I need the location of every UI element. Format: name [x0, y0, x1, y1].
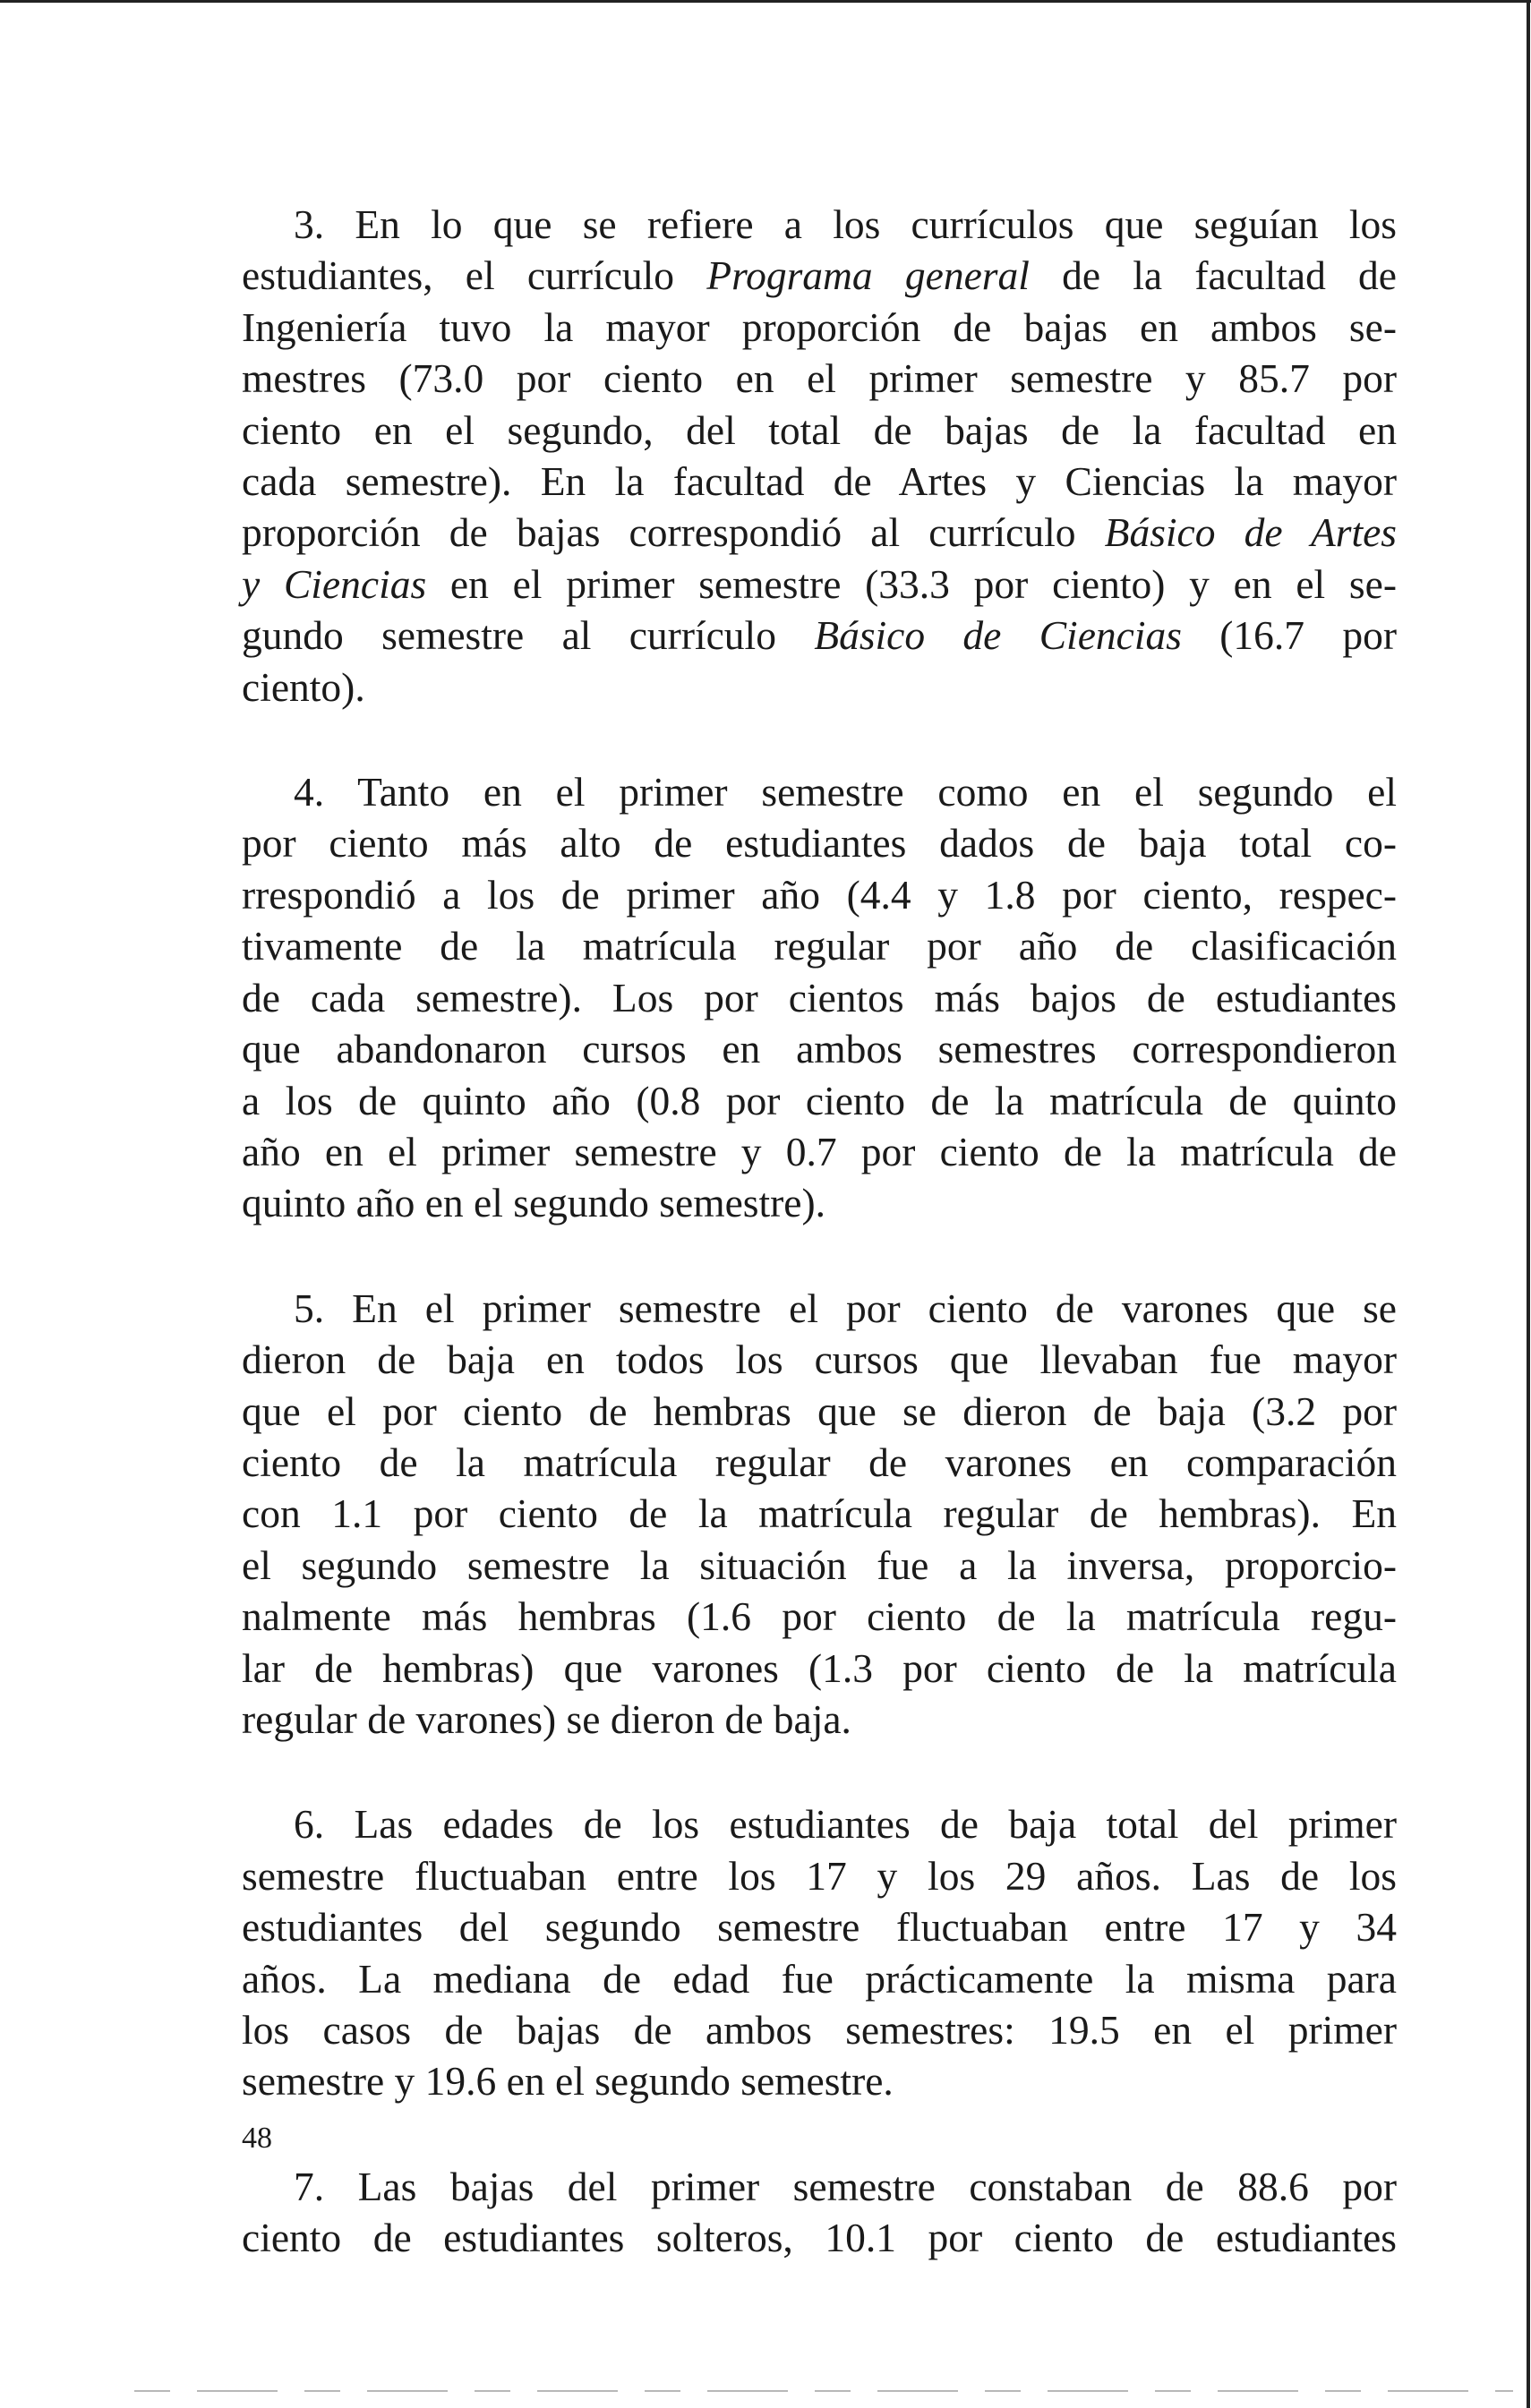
text-line	[242, 559, 1397, 610]
text-line	[242, 2004, 1397, 2055]
text-line	[242, 507, 1397, 558]
text-line	[242, 1953, 1397, 2004]
text-run: que abandonaron cursos en ambos semestres correspondieron	[242, 1026, 1397, 1072]
paragraph-7	[242, 2161, 1397, 2264]
text-run: ciento en el segundo, del total de bajas de la facultad en	[242, 406, 1397, 453]
text-line	[242, 1694, 1397, 1745]
text-line	[242, 302, 1397, 353]
text-run: a los de quinto año (0.8 por ciento de la matrícula de quinto	[242, 1077, 1397, 1123]
page-edge-top	[0, 0, 1531, 7]
text-run: 5. En el primer semestre el por ciento de varones que se	[294, 1285, 1397, 1331]
text-line	[242, 920, 1397, 971]
text-run: lar de hembras) que varones (1.3 por ciento de la matrícula	[242, 1644, 1397, 1691]
text-line	[242, 1334, 1397, 1385]
text-line	[242, 1126, 1397, 1177]
text-run: semestre y 19.6 en el segundo semestre.	[242, 2058, 894, 2105]
text-run: estudiantes, el currículo	[242, 252, 707, 299]
text-line	[242, 766, 1397, 817]
text-line	[242, 817, 1397, 868]
paragraph-4	[242, 766, 1397, 1229]
text-run: el segundo semestre la situación fue a la inversa, proporcio-	[242, 1541, 1397, 1588]
text-line	[242, 972, 1397, 1023]
italic-text: y Ciencias	[242, 560, 427, 607]
text-run: 4. Tanto en el primer semestre como en el segundo el	[294, 769, 1397, 815]
text-line	[242, 250, 1397, 301]
text-run: de cada semestre). Los por cientos más bajos de estudiantes	[242, 974, 1397, 1020]
text-run: 6. Las edades de los estudiantes de baja total del primer	[294, 1801, 1397, 1848]
text-line	[242, 1488, 1397, 1539]
text-run: nalmente más hembras (1.6 por ciento de la matrícula regu-	[242, 1593, 1397, 1640]
text-line	[242, 2055, 1397, 2106]
text-run: de la facultad de	[1029, 252, 1397, 299]
text-run: dieron de baja en todos los cursos que llevaban fue mayor	[242, 1336, 1397, 1383]
text-run: semestre fluctuaban entre los 17 y los 29 años. Las de los	[242, 1852, 1397, 1899]
text-run: cada semestre). En la facultad de Artes y Ciencias la mayor	[242, 458, 1397, 505]
text-line	[242, 1386, 1397, 1437]
text-line	[242, 2212, 1397, 2263]
text-run: 7. Las bajas del primer semestre constaban de 88.6 por	[294, 2163, 1397, 2209]
text-line	[242, 199, 1397, 250]
text-run: (16.7 por	[1181, 612, 1398, 659]
italic-text: Básico de Ciencias	[814, 612, 1182, 659]
body-text	[242, 199, 1397, 2318]
text-run: estudiantes del segundo semestre fluctuaban entre 17 y 34	[242, 1904, 1397, 1951]
page-edge-bottom	[134, 2390, 1513, 2392]
text-run: proporción de bajas correspondió al currículo	[242, 509, 1105, 556]
text-line	[242, 662, 1397, 713]
text-run: año en el primer semestre y 0.7 por ciento de la matrícula de	[242, 1128, 1397, 1174]
paragraph-6	[242, 1798, 1397, 2106]
text-line	[242, 1798, 1397, 1849]
text-run: años. La mediana de edad fue prácticamente la misma para	[242, 1955, 1397, 2002]
paragraph-3	[242, 199, 1397, 713]
page-number: 48	[242, 2122, 272, 2155]
text-line	[242, 405, 1397, 456]
paragraph-5	[242, 1283, 1397, 1746]
text-run: gundo semestre al currículo	[242, 612, 815, 659]
text-run: 3. En lo que se refiere a los currículos que seguían los	[294, 201, 1397, 247]
text-line	[242, 1540, 1397, 1591]
text-line	[242, 1850, 1397, 1901]
text-run: con 1.1 por ciento de la matrícula regular de hembras). En	[242, 1490, 1397, 1537]
text-line	[242, 1283, 1397, 1334]
text-line	[242, 1437, 1397, 1488]
text-line	[242, 1643, 1397, 1694]
text-run: los casos de bajas de ambos semestres: 19.5 en el primer	[242, 2007, 1397, 2053]
text-run: Ingeniería tuvo la mayor proporción de bajas en ambos se-	[242, 303, 1397, 350]
text-line	[242, 1075, 1397, 1126]
text-line	[242, 1177, 1397, 1228]
text-run: que el por ciento de hembras que se dieron de baja (3.2 por	[242, 1388, 1397, 1434]
text-run: regular de varones) se dieron de baja.	[242, 1695, 851, 1742]
text-run: rrespondió a los de primer año (4.4 y 1.8 por ciento, respec-	[242, 871, 1397, 918]
text-run: ciento).	[242, 663, 365, 710]
text-line	[242, 869, 1397, 920]
text-line	[242, 610, 1397, 661]
text-run: en el primer semestre (33.3 por ciento) y en el se-	[426, 560, 1397, 607]
page-edge-right	[1524, 0, 1531, 2408]
text-line	[242, 2161, 1397, 2212]
text-line	[242, 456, 1397, 507]
text-line	[242, 1591, 1397, 1642]
text-run: ciento de la matrícula regular de varones en comparación	[242, 1439, 1397, 1485]
text-line	[242, 353, 1397, 404]
text-line	[242, 1901, 1397, 1952]
text-run: ciento de estudiantes solteros, 10.1 por ciento de estudiantes	[242, 2215, 1397, 2261]
text-run: tivamente de la matrícula regular por año de clasificación	[242, 923, 1397, 969]
italic-text: Programa general	[706, 252, 1030, 299]
italic-text: Básico de Artes	[1104, 509, 1397, 556]
text-run: por ciento más alto de estudiantes dados de baja total co-	[242, 820, 1397, 867]
text-run: mestres (73.0 por ciento en el primer semestre y 85.7 por	[242, 355, 1397, 402]
text-line	[242, 1023, 1397, 1074]
text-run: quinto año en el segundo semestre).	[242, 1180, 825, 1226]
